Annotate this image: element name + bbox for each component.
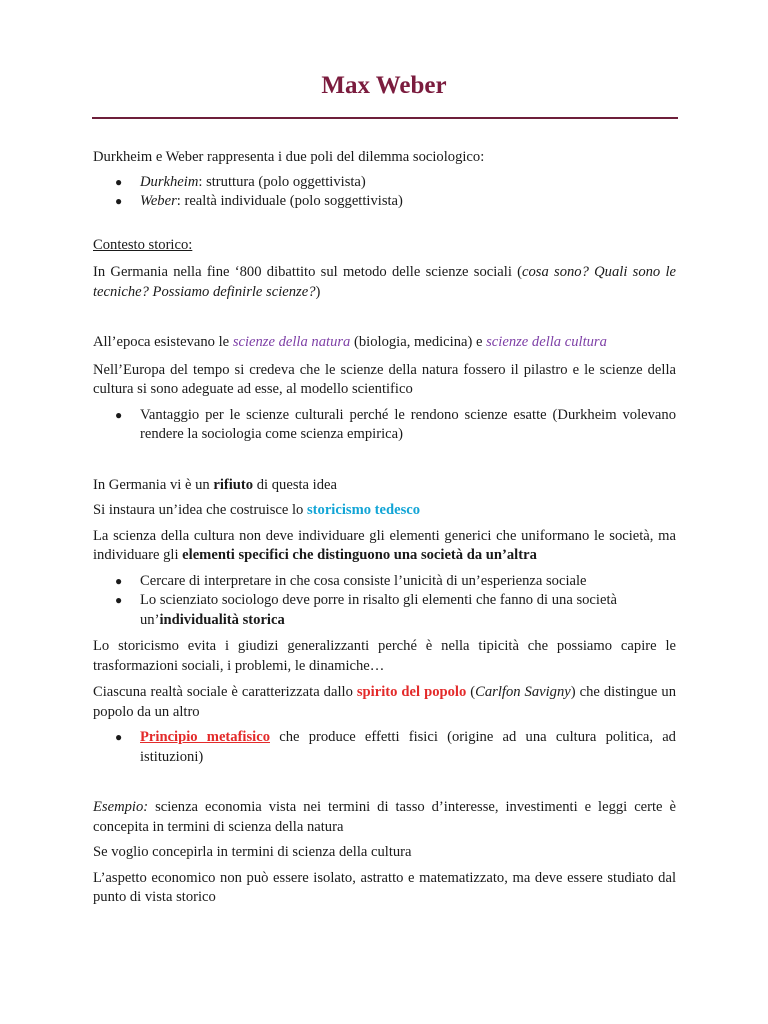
paragraph-europa: Nell’Europa del tempo si credeva che le scienze della natura fossero il pilastro e le scienze della cultura si sono adeguate ad esse, al modello scientifico [93, 361, 676, 397]
paragraph-germania: In Germania nella fine ‘800 dibattito sul metodo delle scienze sociali (cosa sono? Quali sono le tecniche? Possiamo definirle scienze?) [93, 264, 676, 300]
list-item: ● Weber: realtà individuale (polo soggettivista) [93, 192, 676, 212]
bullet-icon: ● [115, 194, 123, 208]
list-item: ● Lo scienziato sociologo deve porre in risalto gli elementi che fanno di una società un’individualità storica [115, 592, 617, 628]
document-body [93, 148, 676, 908]
bullet-icon: ● [115, 593, 123, 607]
bullet-list-unicita [93, 572, 676, 631]
paragraph-esempio: Esempio: scienza economia vista nei termini di tasso d’interesse, investimenti e leggi certe è concepita in termini di scienza della natura [93, 799, 676, 835]
paragraph-concepirla: Se voglio concepirla in termini di scienza della cultura [93, 844, 412, 860]
paragraph-spirito-popolo: Ciascuna realtà sociale è caratterizzata dallo spirito del popolo (Carlfon Savigny) che distingue un popolo da un altro [93, 684, 676, 720]
bullet-icon: ● [115, 573, 123, 588]
list-item: ● Durkheim: struttura (polo oggettivista) [93, 173, 676, 193]
bullet-icon: ● [115, 407, 123, 422]
paragraph-generalizzanti: Lo storicismo evita i giudizi generalizzanti perché è nella tipicità che possiamo capire le trasformazioni sociali, i problemi, le dinamiche… [93, 638, 676, 674]
paragraph-rifiuto: In Germania vi è un rifiuto di questa idea [93, 476, 337, 493]
paragraph-aspetto-economico: L’aspetto economico non può essere isolato, astratto e matematizzato, ma deve essere studiato dal punto di vista storico [93, 869, 676, 905]
page-title: Max Weber [321, 72, 447, 99]
paragraph-scienza-cultura: La scienza della cultura non deve individuare gli elementi generici che uniformano le società, ma individuare gli elementi specifici che distinguono una società da un’altra [93, 527, 676, 563]
list-item: ● Principio metafisico che produce effetti fisici (origine ad una cultura politica, ad istituzioni) [115, 729, 676, 765]
list-item: ● Vantaggio per le scienze culturali perché le rendono scienze esatte (Durkheim volevano rendere la sociologia come scienza empirica) [115, 406, 676, 442]
bullet-list-vantaggio [93, 406, 676, 445]
paragraph-storicismo: Si instaura un’idea che costruisce lo storicismo tedesco [93, 502, 421, 518]
title-divider [92, 117, 678, 119]
bullet-list-principio [93, 728, 676, 767]
paragraph-intro: Durkheim e Weber rappresenta i due poli del dilemma sociologico: [93, 149, 485, 165]
list-item: ● Cercare di interpretare in che cosa consiste l’unicità di un’esperienza sociale [93, 572, 676, 592]
heading-contesto-storico: Contesto storico: [93, 236, 193, 253]
bullet-icon: ● [115, 174, 123, 189]
bullet-icon: ● [115, 730, 123, 744]
bullet-list-poles [93, 173, 676, 212]
paragraph-epoca: All’epoca esistevano le scienze della natura (biologia, medicina) e scienze della cultura [93, 334, 607, 350]
